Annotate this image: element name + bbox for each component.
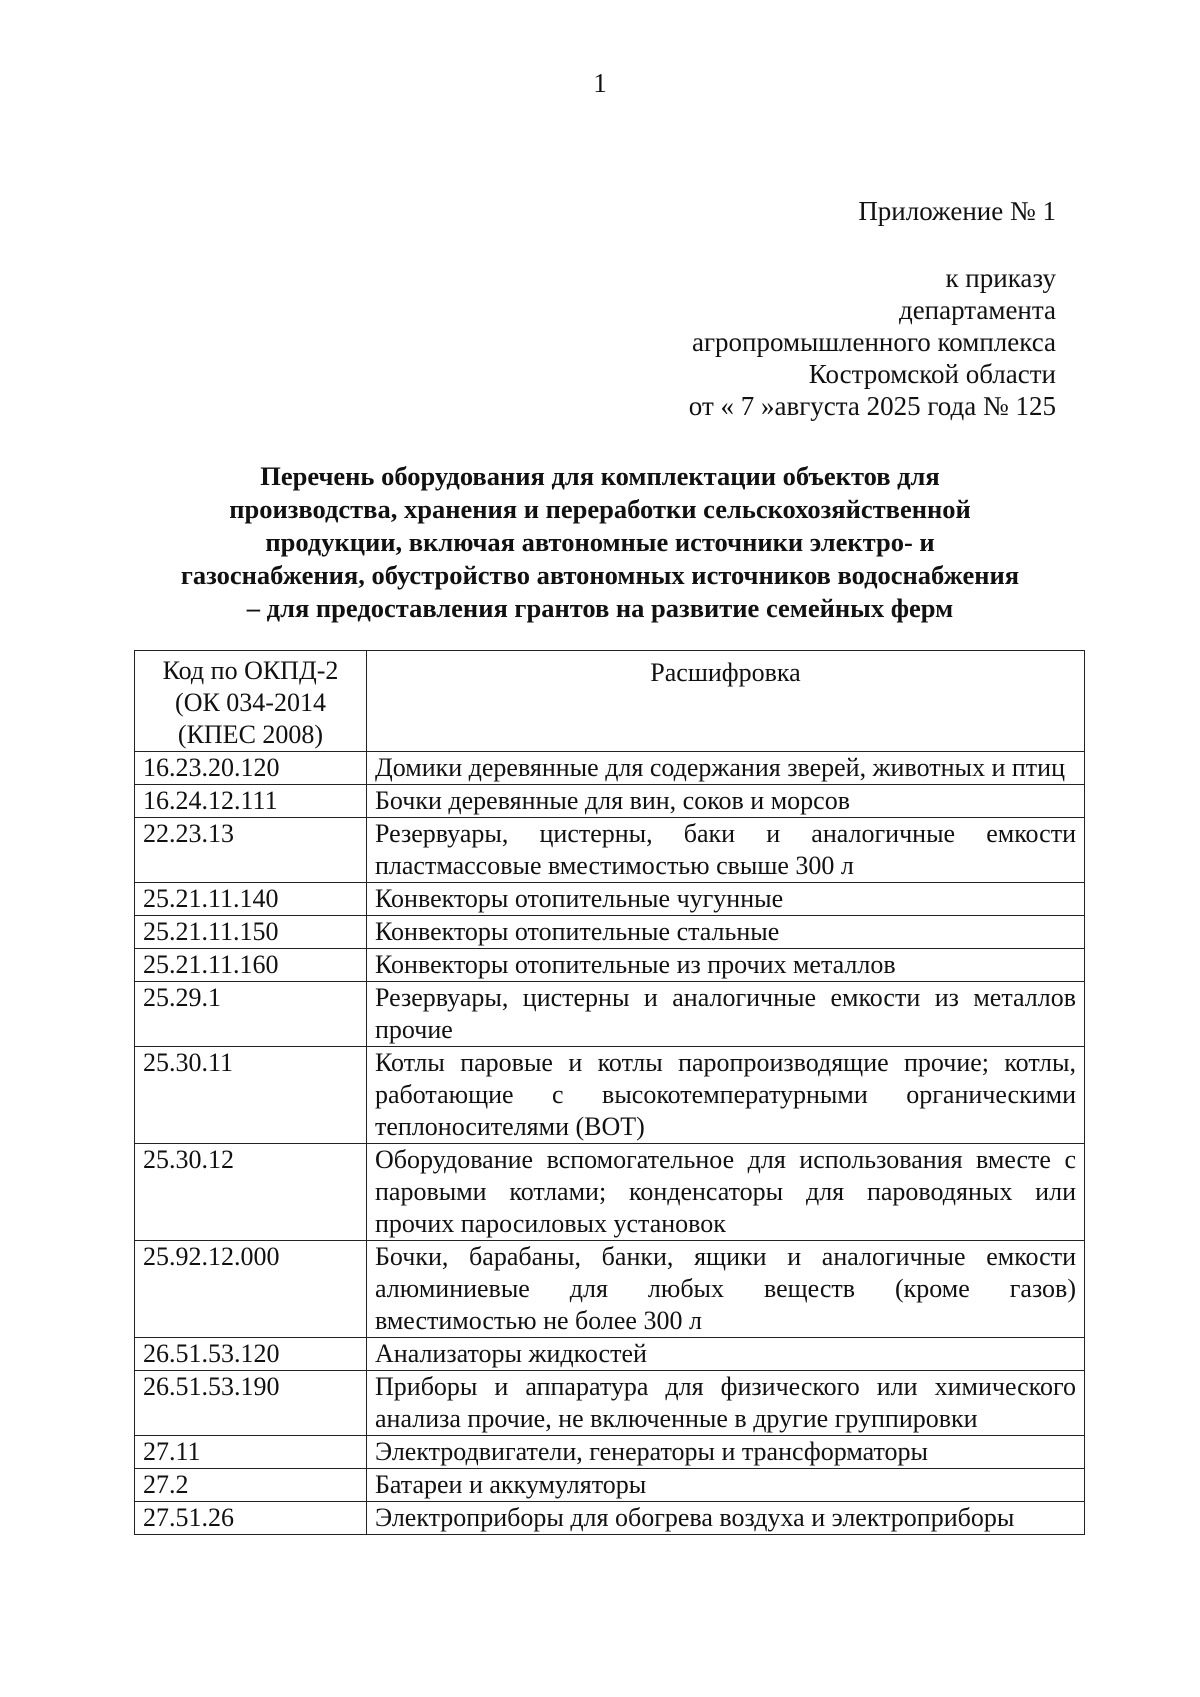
table-row (135, 916, 1085, 949)
code-cell: 26.51.53.120 (135, 1338, 367, 1371)
code-cell: 25.30.11 (135, 1047, 367, 1144)
desc-cell: Домики деревянные для содержания зверей, животных и птиц (367, 752, 1085, 785)
annex-title: Приложение № 1 (858, 196, 1056, 226)
desc-cell: Анализаторы жидкостей (367, 1338, 1085, 1371)
table-row (135, 1436, 1085, 1469)
table-row (135, 1047, 1085, 1144)
code-cell: 27.11 (135, 1436, 367, 1469)
equipment-table (134, 650, 1085, 1535)
desc-cell: Котлы паровые и котлы паропроизводящие прочие; котлы, работающие с высокотемпературными органическими теплоносителями (ВОТ) (367, 1047, 1085, 1144)
code-cell: 25.21.11.160 (135, 949, 367, 982)
table-row (135, 1371, 1085, 1436)
title-line: – для предоставления грантов на развитие семейных ферм (246, 593, 954, 623)
annex-line: к приказу (945, 263, 1056, 293)
table-row (135, 785, 1085, 818)
table-row (135, 883, 1085, 916)
desc-cell: Бочки, барабаны, банки, ящики и аналогичные емкости алюминиевые для любых веществ (кроме газов) вместимостью не более 300 л (367, 1241, 1085, 1338)
code-cell: 27.51.26 (135, 1502, 367, 1535)
desc-cell: Приборы и аппаратура для физического или химического анализа прочие, не включенные в другие группировки (367, 1371, 1085, 1436)
code-cell: 16.23.20.120 (135, 752, 367, 785)
desc-cell: Конвекторы отопительные стальные (367, 916, 1085, 949)
desc-cell: Электроприборы для обогрева воздуха и электроприборы (367, 1502, 1085, 1535)
title-line: производства, хранения и переработки сельскохозяйственной (229, 494, 971, 524)
code-cell: 16.24.12.111 (135, 785, 367, 818)
desc-cell: Резервуары, цистерны и аналогичные емкости из металлов прочие (367, 982, 1085, 1047)
table-header-row (135, 651, 1085, 752)
header-desc-cell: Расшифровка (367, 651, 1085, 752)
table-row (135, 982, 1085, 1047)
code-cell: 22.23.13 (135, 818, 367, 883)
desc-cell: Резервуары, цистерны, баки и аналогичные емкости пластмассовые вместимостью свыше 300 л (367, 818, 1085, 883)
header-code-line: (КПЕС 2008) (177, 720, 324, 749)
header-code-line: Код по ОКПД-2 (162, 656, 339, 685)
table-row (135, 1144, 1085, 1241)
table-row (135, 752, 1085, 785)
code-cell: 25.21.11.150 (135, 916, 367, 949)
table-row (135, 1469, 1085, 1502)
desc-cell: Бочки деревянные для вин, соков и морсов (367, 785, 1085, 818)
desc-cell: Оборудование вспомогательное для использования вместе с паровыми котлами; конденсаторы для пароводяных или прочих паросиловых установок (367, 1144, 1085, 1241)
table-row (135, 1338, 1085, 1371)
header-code-cell (135, 651, 367, 752)
page-number: 1 (593, 68, 607, 98)
title-line: Перечень оборудования для комплектации объектов для (260, 461, 940, 491)
annex-line: Костромской области (808, 359, 1056, 389)
code-cell: 25.21.11.140 (135, 883, 367, 916)
title-line: продукции, включая автономные источники электро- и (265, 527, 935, 557)
desc-cell: Конвекторы отопительные чугунные (367, 883, 1085, 916)
table-row (135, 1502, 1085, 1535)
document-title (140, 460, 1060, 625)
annex-date-line: от « 7 »августа 2025 года № 125 (688, 391, 1056, 421)
desc-cell: Электродвигатели, генераторы и трансформаторы (367, 1436, 1085, 1469)
annex-line: агропромышленного комплекса (692, 327, 1056, 357)
table-row (135, 818, 1085, 883)
annex-line: департамента (898, 295, 1056, 325)
title-line: газоснабжения, обустройство автономных источников водоснабжения (180, 560, 1020, 590)
code-cell: 26.51.53.190 (135, 1371, 367, 1436)
annex-reference (689, 262, 1056, 422)
code-cell: 25.29.1 (135, 982, 367, 1047)
code-cell: 25.92.12.000 (135, 1241, 367, 1338)
code-cell: 27.2 (135, 1469, 367, 1502)
desc-cell: Конвекторы отопительные из прочих металлов (367, 949, 1085, 982)
table-row (135, 1241, 1085, 1338)
desc-cell: Батареи и аккумуляторы (367, 1469, 1085, 1502)
table-row (135, 949, 1085, 982)
header-code-line: (ОК 034-2014 (175, 688, 326, 717)
code-cell: 25.30.12 (135, 1144, 367, 1241)
